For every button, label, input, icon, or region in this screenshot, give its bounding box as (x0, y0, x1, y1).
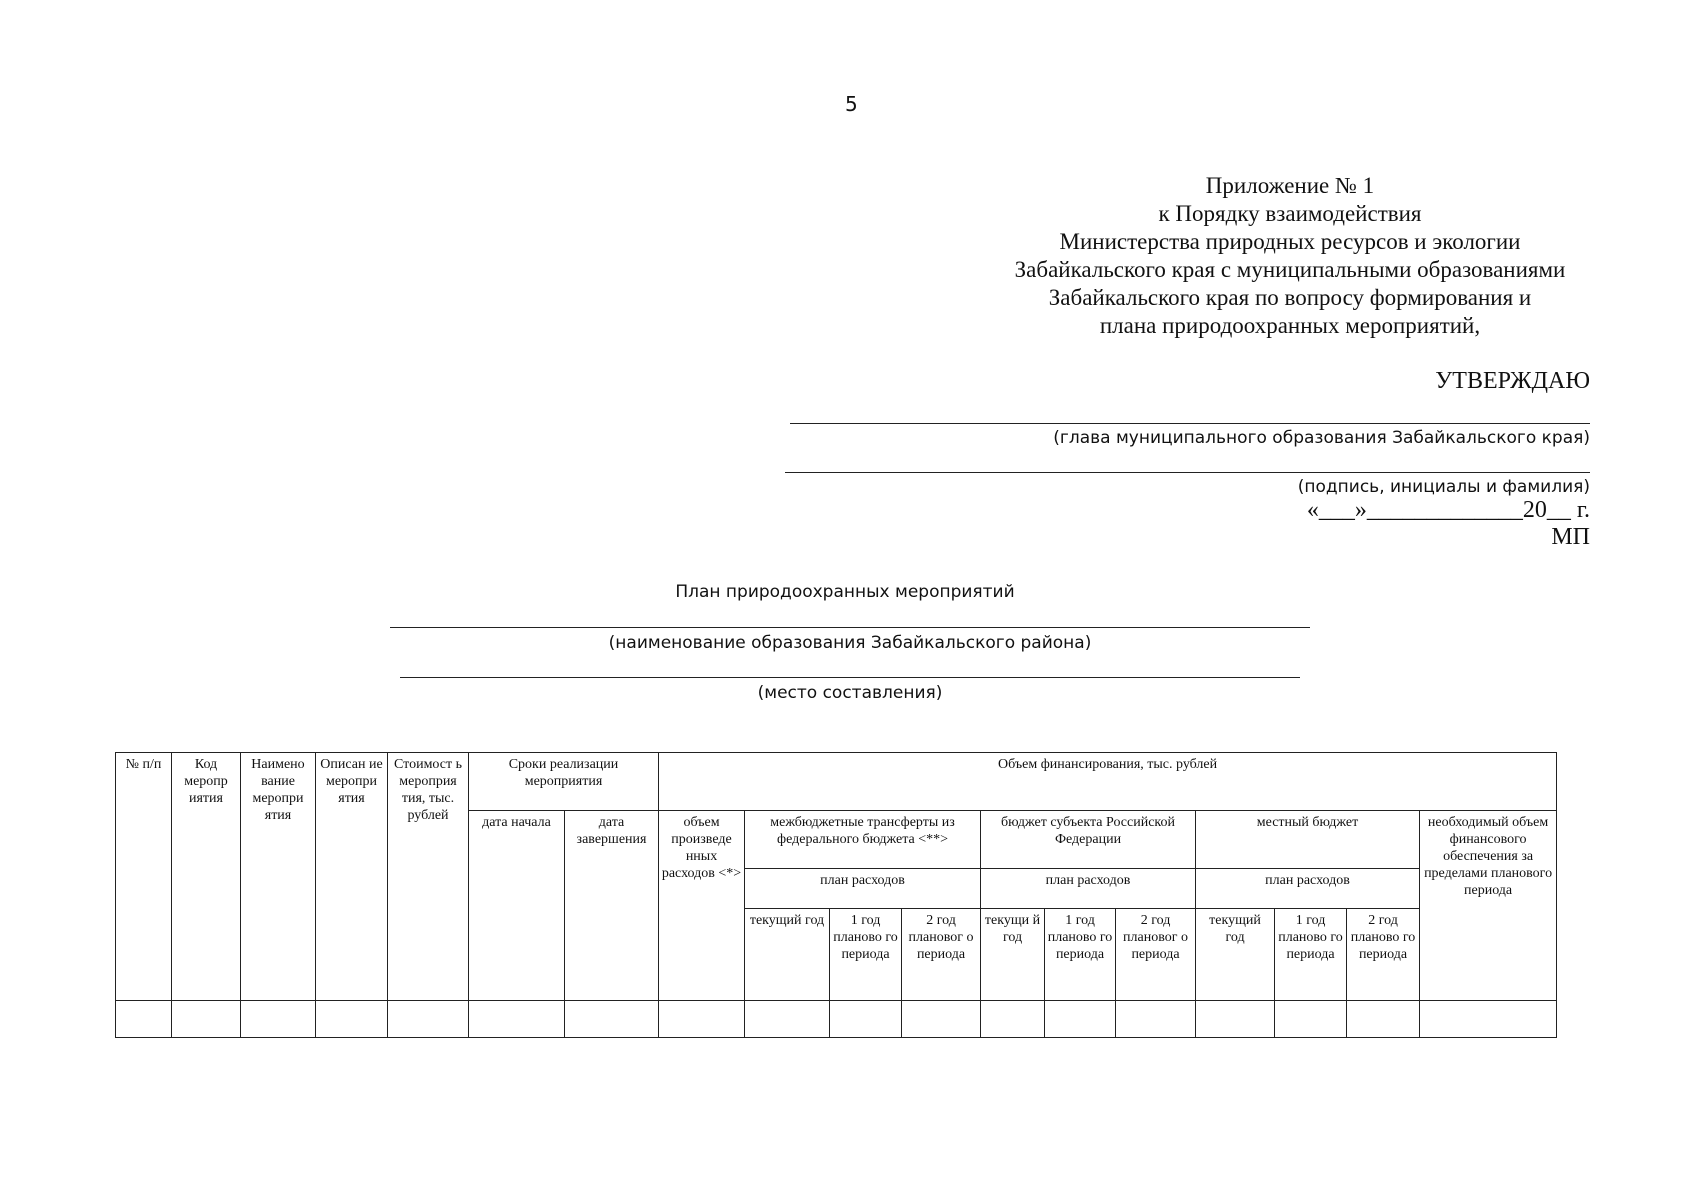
header-start-date: дата начала (469, 811, 565, 1001)
header-name: Наимено вание меропри ятия (241, 753, 316, 1001)
signature-line (785, 472, 1590, 473)
header-regional-year2: 2 год плановог о периода (1116, 909, 1196, 1001)
table-cell[interactable] (241, 1001, 316, 1038)
entity-name-line (390, 627, 1310, 628)
header-regional-year1: 1 год планово го периода (1045, 909, 1116, 1001)
page-number: 5 (845, 92, 858, 116)
header-federal-plan: план расходов (745, 869, 981, 909)
header-needed-volume: необходимый объем финансового обеспечения за пределами планового периода (1420, 811, 1557, 1001)
date-line: «___»_____________20__ г. (1306, 497, 1590, 523)
header-finance: Объем финансирования, тыс. рублей (659, 753, 1557, 811)
table-cell[interactable] (981, 1001, 1045, 1038)
table-cell[interactable] (902, 1001, 981, 1038)
table-cell[interactable] (1116, 1001, 1196, 1038)
table-cell[interactable] (830, 1001, 902, 1038)
header-description: Описан ие меропри ятия (316, 753, 388, 1001)
table-cell[interactable] (1045, 1001, 1116, 1038)
header-number: № п/п (116, 753, 172, 1001)
stamp-place: МП (1551, 524, 1590, 550)
approval-title: УТВЕРЖДАЮ (1435, 368, 1590, 394)
appendix-line: Забайкальского края с муниципальными образованиями (1014, 257, 1566, 282)
header-cost: Стоимост ь мероприя тия, тыс. рублей (388, 753, 469, 1001)
appendix-line: Приложение № 1 (1205, 173, 1375, 198)
header-federal-year2: 2 год плановог о периода (902, 909, 981, 1001)
header-spent-volume: объем произведе нных расходов <*> (659, 811, 745, 1001)
appendix-line: к Порядку взаимодействия (1158, 201, 1422, 226)
header-regional-current: текущи й год (981, 909, 1045, 1001)
head-caption: (глава муниципального образования Забайкальского края) (1053, 428, 1590, 448)
table-cell[interactable] (565, 1001, 659, 1038)
table-cell[interactable] (388, 1001, 469, 1038)
table-cell[interactable] (469, 1001, 565, 1038)
table-cell[interactable] (172, 1001, 241, 1038)
header-local-current: текущий год (1196, 909, 1275, 1001)
header-terms: Сроки реализации мероприятия (469, 753, 659, 811)
place-line (400, 677, 1300, 678)
header-local-budget: местный бюджет (1196, 811, 1420, 869)
header-federal-year1: 1 год планово го периода (830, 909, 902, 1001)
header-federal-current: текущий год (745, 909, 830, 1001)
entity-caption: (наименование образования Забайкальского района) (608, 633, 1092, 653)
header-local-plan: план расходов (1196, 869, 1420, 909)
table-row (116, 1001, 1557, 1038)
plan-table (115, 752, 1557, 1038)
appendix-line: плана природоохранных мероприятий, (1099, 313, 1481, 338)
table-cell[interactable] (1420, 1001, 1557, 1038)
header-regional-plan: план расходов (981, 869, 1196, 909)
place-caption: (место составления) (757, 683, 943, 703)
header-code: Код меропр иятия (172, 753, 241, 1001)
table-cell[interactable] (1196, 1001, 1275, 1038)
header-local-year1: 1 год планово го периода (1275, 909, 1347, 1001)
table-cell[interactable] (745, 1001, 830, 1038)
signature-caption: (подпись, инициалы и фамилия) (1297, 477, 1590, 497)
header-regional-budget: бюджет субъекта Российской Федерации (981, 811, 1196, 869)
table-cell[interactable] (1347, 1001, 1420, 1038)
table-cell[interactable] (659, 1001, 745, 1038)
table-cell[interactable] (316, 1001, 388, 1038)
appendix-line: Министерства природных ресурсов и экологии (1059, 229, 1521, 254)
plan-title: План природоохранных мероприятий (675, 582, 1015, 602)
head-signature-line (790, 423, 1590, 424)
table-cell[interactable] (1275, 1001, 1347, 1038)
header-end-date: дата завершения (565, 811, 659, 1001)
header-local-year2: 2 год планово го периода (1347, 909, 1420, 1001)
table-cell[interactable] (116, 1001, 172, 1038)
header-federal-transfers: межбюджетные трансферты из федерального бюджета <**> (745, 811, 981, 869)
appendix-heading (960, 172, 1620, 340)
appendix-line: Забайкальского края по вопросу формирования и (1048, 285, 1532, 310)
